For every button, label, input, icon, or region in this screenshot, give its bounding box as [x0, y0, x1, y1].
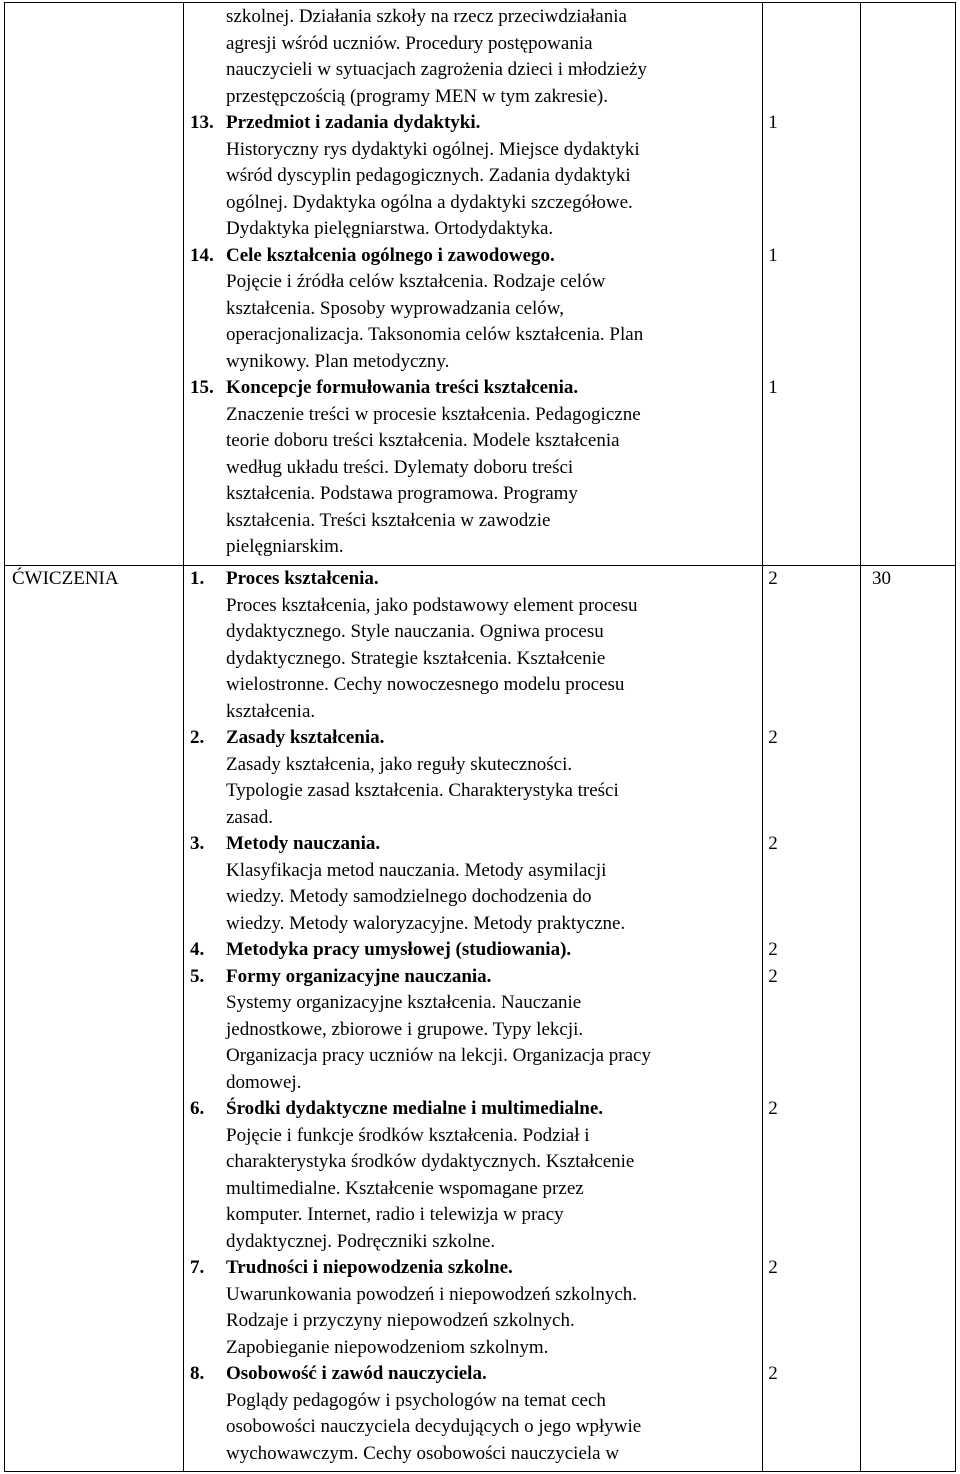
topic-number: 4.: [190, 939, 205, 960]
description-line: Typologie zasad kształcenia. Charakterystyka treści: [226, 780, 619, 801]
topic-hours: 2: [768, 727, 778, 748]
description-line: kształcenia. Sposoby wyprowadzania celów,: [226, 297, 565, 319]
topic-number: 15.: [190, 377, 214, 398]
topic-number: 8.: [190, 1363, 205, 1384]
description-line: według układu treści. Dylematy doboru treści: [226, 456, 574, 478]
topic-number: 7.: [190, 1257, 205, 1278]
topic-hours: 1: [768, 377, 778, 398]
topic-number: 14.: [190, 244, 214, 266]
topic-title: Metody nauczania.: [226, 833, 381, 854]
topic-title: Osobowość i zawód nauczyciela.: [226, 1363, 487, 1384]
topic-hours: 2: [768, 1257, 778, 1278]
topic-title: Trudności i niepowodzenia szkolne.: [226, 1257, 513, 1278]
description-line: pielęgniarskim.: [226, 536, 344, 557]
topic-hours: 2: [768, 965, 778, 987]
topic-hours: 2: [768, 568, 778, 589]
description-line: kształcenia. Podstawa programowa. Programy: [226, 483, 578, 504]
description-line: wychowawczym. Cechy osobowości nauczyciela w: [226, 1442, 620, 1464]
description-line: domowej.: [226, 1071, 302, 1093]
description-line: Zapobieganie niepowodzeniom szkolnym.: [226, 1336, 549, 1358]
topic-title: Formy organizacyjne nauczania.: [226, 965, 492, 987]
topic-number: 1.: [190, 568, 205, 589]
description-line: agresji wśród uczniów. Procedury postępowania: [226, 32, 593, 54]
description-line: Rodzaje i przyczyny niepowodzeń szkolnych.: [226, 1310, 575, 1331]
topic-title: Środki dydaktyczne medialne i multimedialne.: [226, 1098, 604, 1119]
topic-hours: 2: [768, 1098, 778, 1119]
description-line: przestępczością (programy MEN w tym zakresie).: [226, 85, 608, 107]
topic-number: 13.: [190, 112, 214, 133]
description-line: Dydaktyka pielęgniarstwa. Ortodydaktyka.: [226, 218, 554, 239]
description-line: Pojęcie i funkcje środków kształcenia. Podział i: [226, 1124, 590, 1146]
topic-hours: 2: [768, 833, 778, 854]
topic-number: 2.: [190, 727, 205, 748]
description-line: Systemy organizacyjne kształcenia. Nauczanie: [226, 992, 582, 1013]
description-line: wśród dyscyplin pedagogicznych. Zadania dydaktyki: [226, 165, 631, 186]
description-line: wynikowy. Plan metodyczny.: [226, 350, 450, 372]
description-line: dydaktycznego. Strategie kształcenia. Kształcenie: [226, 647, 606, 669]
description-line: Klasyfikacja metod nauczania. Metody asymilacji: [226, 859, 607, 881]
topic-title: Proces kształcenia.: [226, 568, 379, 589]
description-line: nauczycieli w sytuacjach zagrożenia dzieci i młodzieży: [226, 59, 647, 80]
column-divider-3: [860, 2, 861, 1472]
description-line: Organizacja pracy uczniów na lekcji. Organizacja pracy: [226, 1045, 651, 1066]
topic-hours: 1: [768, 244, 778, 266]
description-line: Pojęcie i źródła celów kształcenia. Rodzaje celów: [226, 271, 606, 292]
description-line: dydaktycznej. Podręczniki szkolne.: [226, 1230, 496, 1252]
column-divider-1: [183, 2, 184, 1472]
description-line: Znaczenie treści w procesie kształcenia. Pedagogiczne: [226, 403, 641, 425]
topic-hours: 2: [768, 1363, 778, 1384]
description-line: teorie doboru treści kształcenia. Modele kształcenia: [226, 430, 620, 451]
description-line: Proces kształcenia, jako podstawowy element procesu: [226, 594, 638, 616]
topic-title: Zasady kształcenia.: [226, 727, 385, 748]
description-line: operacjonalizacja. Taksonomia celów kształcenia. Plan: [226, 324, 644, 345]
description-line: wiedzy. Metody waloryzacyjne. Metody praktyczne.: [226, 912, 626, 934]
row-divider: [4, 565, 956, 566]
topic-hours: 2: [768, 939, 778, 960]
topic-number: 6.: [190, 1098, 205, 1119]
topic-title: Metodyka pracy umysłowej (studiowania).: [226, 939, 572, 960]
description-line: osobowości nauczyciela decydujących o jego wpływie: [226, 1416, 642, 1437]
description-line: zasad.: [226, 806, 273, 828]
description-line: charakterystyka środków dydaktycznych. Kształcenie: [226, 1151, 635, 1172]
section-label: ĆWICZENIA: [12, 568, 119, 589]
topic-title: Koncepcje formułowania treści kształcenia.: [226, 377, 579, 398]
description-line: ogólnej. Dydaktyka ogólna a dydaktyki szczegółowe.: [226, 191, 633, 213]
topic-number: 5.: [190, 965, 205, 987]
description-line: multimedialne. Kształcenie wspomagane przez: [226, 1177, 584, 1199]
topic-title: Przedmiot i zadania dydaktyki.: [226, 112, 481, 133]
description-line: szkolnej. Działania szkoły na rzecz przeciwdziałania: [226, 6, 627, 27]
description-line: kształcenia.: [226, 700, 316, 722]
description-line: Zasady kształcenia, jako reguły skuteczności.: [226, 753, 573, 775]
description-line: wielostronne. Cechy nowoczesnego modelu procesu: [226, 674, 625, 695]
topic-title: Cele kształcenia ogólnego i zawodowego.: [226, 244, 555, 266]
description-line: dydaktycznego. Style nauczania. Ogniwa procesu: [226, 621, 604, 642]
description-line: komputer. Internet, radio i telewizja w pracy: [226, 1204, 564, 1225]
description-line: Poglądy pedagogów i psychologów na temat cech: [226, 1389, 606, 1411]
description-line: jednostkowe, zbiorowe i grupowe. Typy lekcji.: [226, 1018, 584, 1040]
description-line: wiedzy. Metody samodzielnego dochodzenia do: [226, 886, 592, 907]
description-line: kształcenia. Treści kształcenia w zawodzie: [226, 509, 551, 531]
topic-number: 3.: [190, 833, 205, 854]
total-hours: 30: [872, 568, 891, 589]
description-line: Uwarunkowania powodzeń i niepowodzeń szkolnych.: [226, 1283, 638, 1305]
topic-hours: 1: [768, 112, 778, 133]
description-line: Historyczny rys dydaktyki ogólnej. Miejsce dydaktyki: [226, 138, 640, 160]
